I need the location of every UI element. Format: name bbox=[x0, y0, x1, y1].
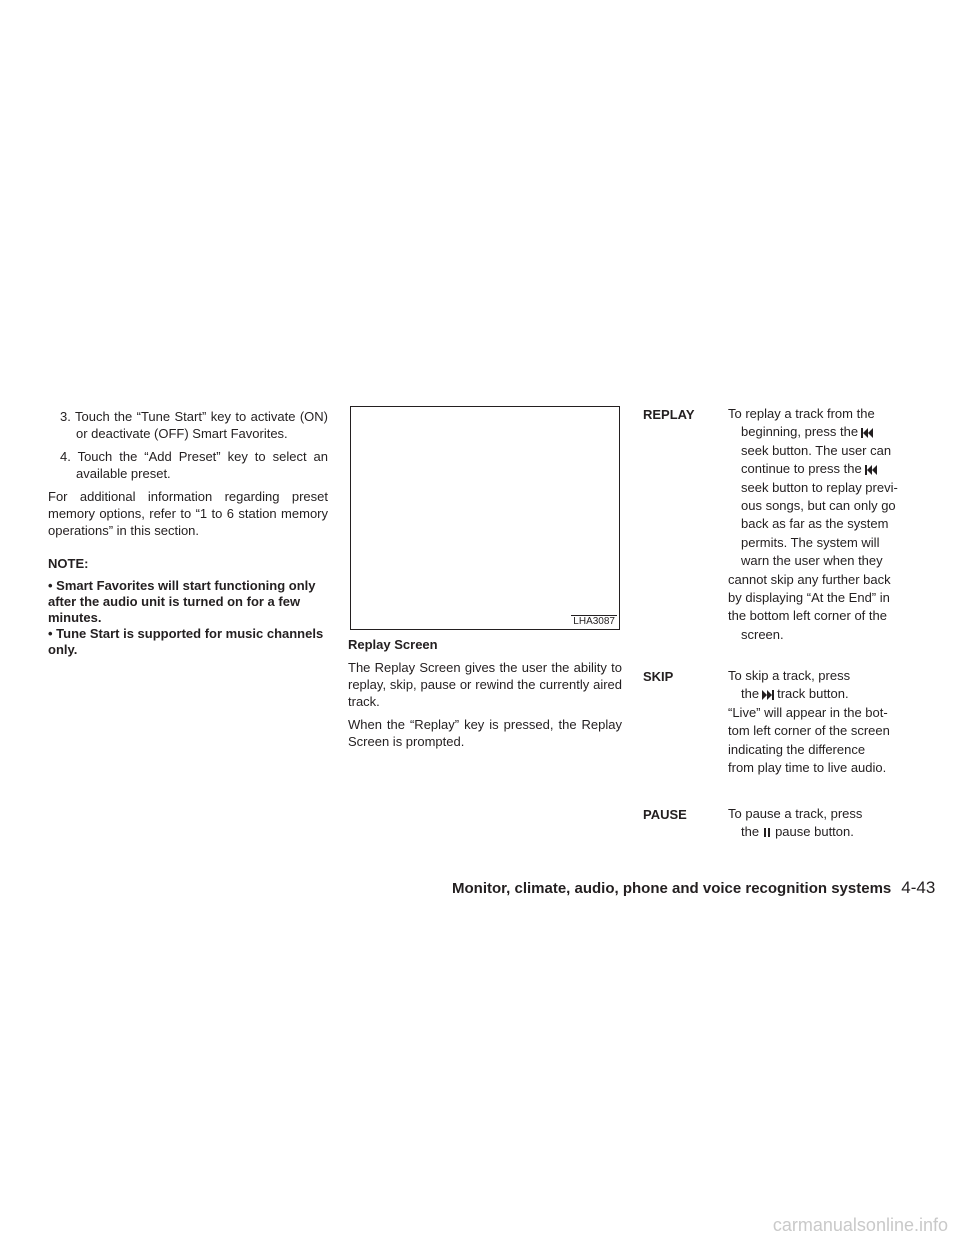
replay-line: seek button to replay previ- bbox=[741, 479, 898, 495]
skip-term: SKIP bbox=[643, 669, 674, 684]
skip-line-text: the bbox=[741, 686, 760, 702]
info-paragraph: For additional information regarding preset memory options, refer to “1 to 6 station memory operations” in this section. bbox=[48, 489, 328, 538]
page-number: 4-43 bbox=[901, 878, 936, 897]
figure-label: LHA3087 bbox=[573, 616, 615, 627]
figure-replay-screen bbox=[350, 406, 620, 630]
skip-line bbox=[741, 685, 914, 703]
note-heading: NOTE: bbox=[48, 556, 89, 571]
skip-forward-icon bbox=[762, 690, 774, 700]
replay-line bbox=[741, 460, 914, 478]
replay-description: The Replay Screen gives the user the ability to replay, skip, pause or rewind the currently aired track. bbox=[348, 660, 622, 709]
replay-line: ous songs, but can only go bbox=[741, 498, 896, 514]
skip-line: tom left corner of the screen bbox=[728, 723, 890, 739]
watermark: carmanualsonline.info bbox=[772, 1215, 948, 1235]
replay-line: by displaying “At the End” in bbox=[728, 590, 890, 606]
step-3: 3. Touch the “Tune Start” key to activate (ON) or deactivate (OFF) Smart Favorites. bbox=[60, 409, 328, 441]
skip-definition bbox=[728, 667, 914, 777]
replay-line: warn the user when they bbox=[741, 553, 883, 569]
replay-line: To replay a track from the bbox=[728, 406, 875, 421]
replay-line-text: continue to press the bbox=[741, 461, 862, 477]
replay-line: permits. The system will bbox=[741, 534, 880, 550]
step-4: 4. Touch the “Add Preset” key to select an available preset. bbox=[60, 449, 328, 481]
replay-line: cannot skip any further back bbox=[728, 571, 891, 587]
replay-term: REPLAY bbox=[643, 407, 695, 422]
page-footer bbox=[452, 878, 936, 899]
replay-line: seek button. The user can bbox=[741, 442, 892, 458]
skip-line: “Live” will appear in the bot- bbox=[728, 704, 888, 720]
left-column bbox=[48, 408, 328, 658]
replay-key-description: When the “Replay” key is pressed, the Replay Screen is prompted. bbox=[348, 717, 622, 749]
pause-icon bbox=[762, 828, 772, 838]
skip-line: from play time to live audio. bbox=[728, 760, 887, 776]
pause-definition bbox=[728, 805, 914, 842]
replay-line-text: beginning, press the bbox=[741, 424, 859, 440]
replay-line: the bottom left corner of the bbox=[728, 608, 887, 624]
skip-line: To skip a track, press bbox=[728, 668, 851, 683]
skip-line: indicating the difference bbox=[728, 741, 866, 757]
replay-definition bbox=[728, 405, 914, 644]
pause-term: PAUSE bbox=[643, 807, 687, 822]
replay-line: back as far as the system bbox=[741, 516, 889, 532]
middle-column bbox=[348, 636, 622, 756]
seek-back-icon bbox=[861, 428, 873, 438]
skip-line-text: track button. bbox=[777, 686, 849, 702]
note-item-1: • Smart Favorites will start functioning only after the audio unit is turned on for a few minutes. bbox=[48, 578, 316, 625]
pause-line-text: pause button. bbox=[775, 824, 854, 840]
replay-line bbox=[741, 423, 914, 441]
section-heading: Replay Screen bbox=[348, 637, 438, 652]
pause-line-text: the bbox=[741, 824, 760, 840]
pause-line bbox=[741, 823, 914, 841]
pause-line: To pause a track, press bbox=[728, 806, 863, 821]
note-item-2: • Tune Start is supported for music channels only. bbox=[48, 626, 324, 657]
replay-line: screen. bbox=[741, 626, 784, 642]
seek-back-icon bbox=[865, 465, 877, 475]
footer-title: Monitor, climate, audio, phone and voice recognition systems bbox=[452, 880, 892, 897]
